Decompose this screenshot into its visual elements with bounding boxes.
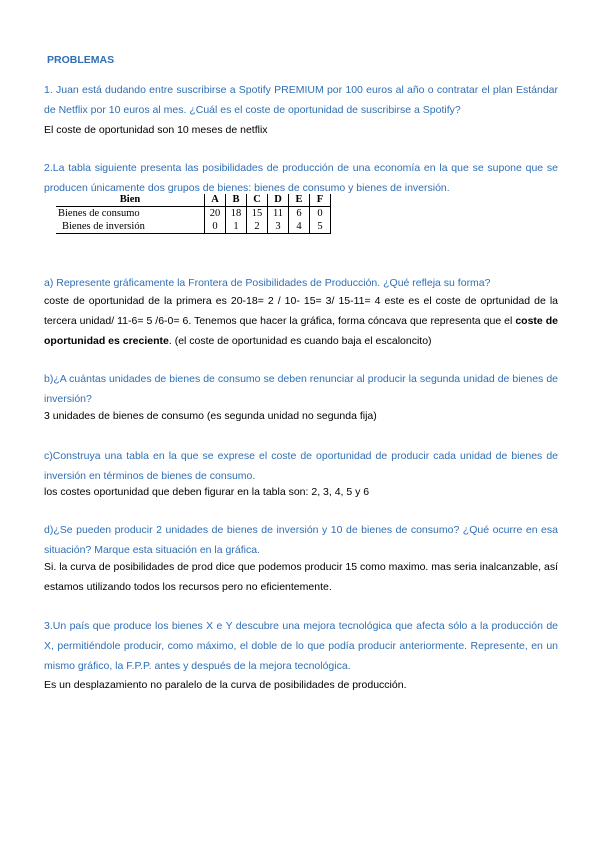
- answer-2d: Si. la curva de posibilidades de prod dice que podemos producir 15 como maximo. mas seria inalcanzable, así estamos utilizando todos los recursos pero no eficientemente.: [44, 561, 558, 593]
- table-cell: 20: [205, 207, 226, 221]
- table-cell: 3: [268, 220, 289, 234]
- table-cell: 1: [226, 220, 247, 234]
- production-possibilities-table: [56, 194, 331, 234]
- problem-3-question: 3.Un país que produce los bienes X e Y descubre una mejora tecnológica que afecta sólo a la producción de X, permitiéndole producir, como máximo, el doble de lo que podía producir anteriormente. Represente, en un mismo gráfico, la F.P.P. antes y después de la mejora tecnológica.: [44, 620, 558, 672]
- table-header-cell: A: [205, 194, 226, 207]
- problem-2-intro: 2.La tabla siguiente presenta las posibilidades de producción de una economía en la que se supone que se producen únicamente dos grupos de bienes: bienes de consumo y bienes de inversión.: [44, 162, 558, 194]
- question-2b: b)¿A cuántas unidades de bienes de consumo se deben renunciar al producir la segunda unidad de bienes de inversión?: [44, 373, 558, 405]
- table-cell: 4: [289, 220, 310, 234]
- table-cell: 5: [310, 220, 331, 234]
- table-cell: 15: [247, 207, 268, 221]
- answer-2b: 3 unidades de bienes de consumo (es segunda unidad no segunda fija): [44, 410, 377, 422]
- answer-2c: los costes oportunidad que deben figurar en la tabla son: 2, 3, 4, 5 y 6: [44, 486, 370, 498]
- table-header-row: [56, 194, 331, 207]
- table-header-cell: D: [268, 194, 289, 207]
- problem-1-question: 1. Juan está dudando entre suscribirse a Spotify PREMIUM por 100 euros al año o contratar el plan Estándar de Netflix por 10 euros al mes. ¿Cuál es el coste de oportunidad de suscribirse a Spotify?: [44, 84, 558, 116]
- table-row-label: Bienes de inversión: [56, 220, 205, 234]
- table-header-cell: Bien: [56, 194, 205, 207]
- table-row: [56, 207, 331, 221]
- question-2d: d)¿Se pueden producir 2 unidades de bienes de inversión y 10 de bienes de consumo? ¿Qué ocurre en esa situación? Marque esta situación en la gráfica.: [44, 524, 558, 556]
- answer-2a: [44, 291, 558, 351]
- problem-3-answer: Es un desplazamiento no paralelo de la curva de posibilidades de producción.: [44, 679, 407, 691]
- table-cell: 6: [289, 207, 310, 221]
- table-header-cell: F: [310, 194, 331, 207]
- document-title: PROBLEMAS: [47, 54, 115, 66]
- question-2a: a) Represente gráficamente la Frontera de Posibilidades de Producción. ¿Qué refleja su forma?: [44, 277, 491, 289]
- table-cell: 0: [205, 220, 226, 234]
- table-cell: 11: [268, 207, 289, 221]
- table-row: [56, 220, 331, 234]
- table-cell: 18: [226, 207, 247, 221]
- table-cell: 0: [310, 207, 331, 221]
- table-row-label: Bienes de consumo: [58, 208, 140, 219]
- problem-1-answer: El coste de oportunidad son 10 meses de netflix: [44, 124, 268, 136]
- table-header-cell: E: [289, 194, 310, 207]
- answer-2a-text: coste de oportunidad de la primera es 20-18= 2 / 10- 15= 3/ 15-11= 4 este es el coste de oprtunidad de la tercera unidad/ 11-6= 5 /6-0= 6. Tenemos que hacer la gráfica, forma cóncava que representa que el: [44, 295, 558, 327]
- table-header-cell: B: [226, 194, 247, 207]
- table-cell: 2: [247, 220, 268, 234]
- question-2c: c)Construya una tabla en la que se exprese el coste de oportunidad de producir cada unidad de bienes de inversión en términos de bienes de consumo.: [44, 450, 558, 482]
- table-header-cell: C: [247, 194, 268, 207]
- answer-2a-emphasis: coste de oportunidad es creciente: [44, 315, 558, 347]
- answer-2a-note: . (el coste de oportunidad es cuando baja el escaloncito): [168, 335, 432, 347]
